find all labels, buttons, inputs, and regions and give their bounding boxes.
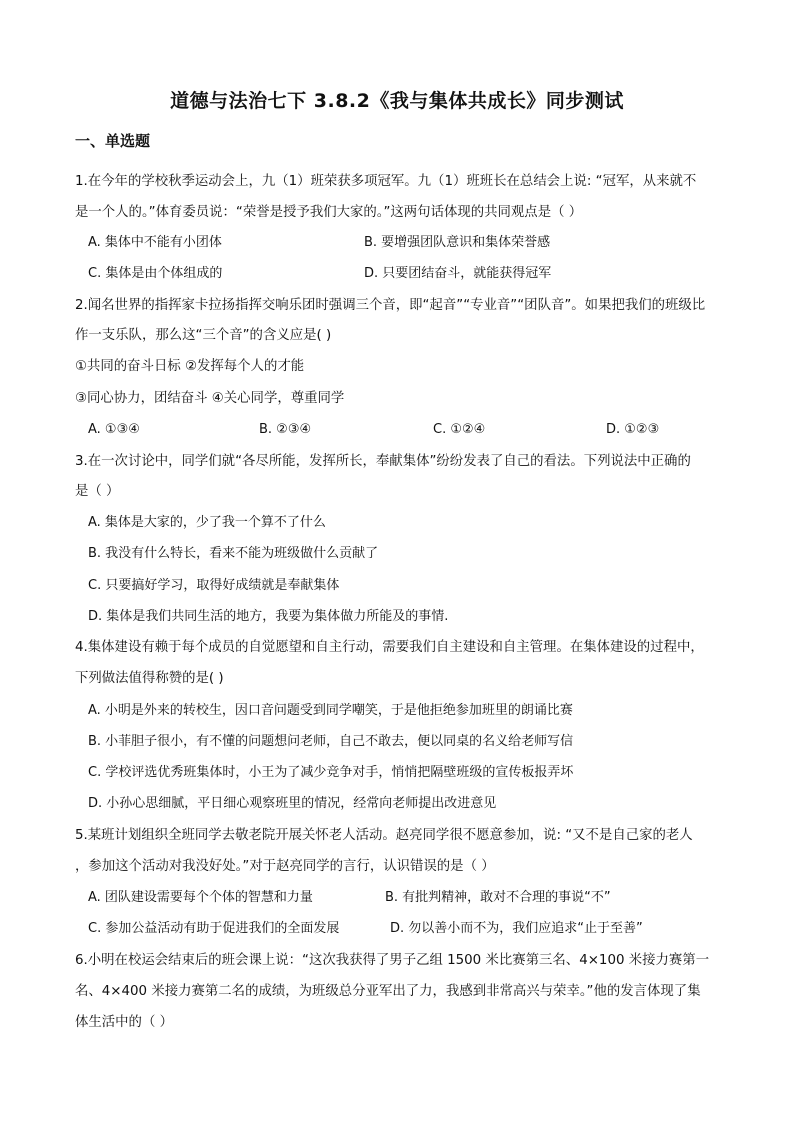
q6-stem-line1: 6.小明在校运会结束后的班会课上说：“这次我获得了男子乙组 1500 米比赛第三名、4×100 米接力赛第一: [75, 953, 710, 968]
q2-items-line1: ①共同的奋斗日标 ②发挥每个人的才能: [75, 359, 305, 374]
section-heading: 一、单选题: [75, 132, 151, 150]
q4-option-d: D. 小孙心思细腻，平日细心观察班里的情况，经常向老师提出改进意见: [88, 796, 497, 811]
q5-option-c: C. 参加公益活动有助于促进我们的全面发展: [88, 921, 340, 936]
q2-option-b: B. ②③④: [259, 422, 312, 437]
q3-stem-line2: 是（ ）: [75, 484, 120, 499]
q2-option-c: C. ①②④: [433, 422, 486, 437]
q2-option-d: D. ①②③: [606, 422, 660, 437]
q6-stem-line3: 体生活中的（ ）: [75, 1015, 173, 1030]
q3-option-d: D. 集体是我们共同生活的地方，我要为集体做力所能及的事情.: [88, 609, 449, 624]
q2-stem-line1: 2.闻名世界的指挥家卡拉扬指挥交响乐团时强调三个音，即“起音”“专业音”“团队音”。如果把我们的班级比: [75, 298, 706, 313]
q2-items-line2: ③同心协力，团结奋斗 ④关心同学，尊重同学: [75, 391, 345, 406]
q2-stem-line2: 作一支乐队，那么这“三个音”的含义应是( ): [75, 328, 332, 343]
q5-stem-line2: ，参加这个活动对我没好处。”对于赵亮同学的言行，认识错误的是（ ）: [75, 859, 495, 874]
q1-option-b: B. 要增强团队意识和集体荣誉感: [364, 235, 551, 250]
q1-option-c: C. 集体是由个体组成的: [88, 266, 223, 281]
q5-option-a: A. 团队建设需要每个个体的智慧和力量: [88, 890, 313, 905]
q3-option-a: A. 集体是大家的，少了我一个算不了什么: [88, 515, 326, 530]
q1-stem-line1: 1.在今年的学校秋季运动会上，九（1）班荣获多项冠军。九（1）班班长在总结会上说: “冠军，从来就不: [75, 174, 697, 189]
q5-option-b: B. 有批判精神，敢对不合理的事说“不”: [385, 890, 611, 905]
q5-stem-line1: 5.某班计划组织全班同学去敬老院开展关怀老人活动。赵亮同学很不愿意参加，说: “又不是自己家的老人: [75, 828, 693, 843]
q1-option-a: A. 集体中不能有小团体: [88, 235, 222, 250]
q4-stem-line1: 4.集体建设有赖于每个成员的自觉愿望和自主行动，需要我们自主建设和自主管理。在集体建设的过程中，: [75, 640, 704, 655]
q3-stem-line1: 3.在一次讨论中，同学们就“各尽所能，发挥所长，奉献集体”纷纷发表了自己的看法。下列说法中正确的: [75, 454, 691, 469]
q4-option-a: A. 小明是外来的转校生，因口音问题受到同学嘲笑，于是他拒绝参加班里的朗诵比赛: [88, 703, 573, 718]
q6-stem-line2: 名、4×400 米接力赛第二名的成绩，为班级总分亚军出了力，我感到非常高兴与荣幸。”他的发言体现了集: [75, 984, 701, 999]
q3-option-b: B. 我没有什么特长，看来不能为班级做什么贡献了: [88, 546, 379, 561]
q4-option-c: C. 学校评选优秀班集体时，小王为了减少竞争对手，悄悄把隔壁班级的宣传板报弄坏: [88, 765, 574, 780]
q1-option-d: D. 只要团结奋斗，就能获得冠军: [364, 266, 552, 281]
q1-stem-line2: 是一个人的。”体育委员说：“荣誉是授予我们大家的。”这两句话体现的共同观点是（ ）: [75, 205, 583, 220]
q5-option-d: D. 勿以善小而不为，我们应追求“止于至善”: [390, 921, 643, 936]
q3-option-c: C. 只要搞好学习，取得好成绩就是奉献集体: [88, 578, 340, 593]
q4-stem-line2: 下列做法值得称赞的是( ): [75, 671, 224, 686]
q4-option-b: B. 小菲胆子很小，有不懂的问题想问老师，自己不敢去，便以同桌的名义给老师写信: [88, 734, 574, 749]
q2-option-a: A. ①③④: [88, 422, 140, 437]
page-title: 道德与法治七下 3.8.2《我与集体共成长》同步测试: [170, 90, 624, 112]
